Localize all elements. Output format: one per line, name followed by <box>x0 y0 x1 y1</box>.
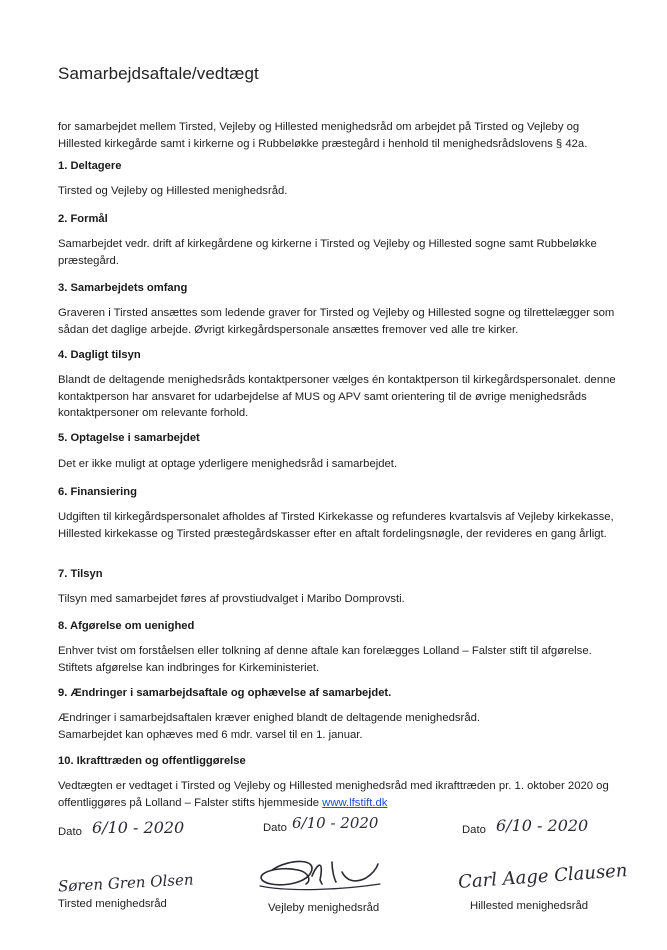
section-9-line-2: Samarbejdet kan ophæves med 6 mdr. varsel til en 1. januar. <box>58 728 363 741</box>
dato-label-hillested: Dato <box>462 824 486 836</box>
dato-label-vejleby: Dato <box>263 822 287 834</box>
section-3-heading: 3. Samarbejdets omfang <box>58 282 188 294</box>
section-6-heading: 6. Finansiering <box>58 486 137 498</box>
section-10-body <box>58 778 618 811</box>
section-5-heading: 5. Optagelse i samarbejdet <box>58 432 200 444</box>
section-7-body: Tilsyn med samarbejdet føres af provstiudvalget i Maribo Domprovsti. <box>58 593 405 605</box>
section-8-heading: 8. Afgørelse om uenighed <box>58 620 195 632</box>
section-2-heading: 2. Formål <box>58 213 108 225</box>
section-8-body: Enhver tvist om forståelsen eller tolkning af denne aftale kan forelægges Lolland – Falster stift til afgørelse. Stiftets afgørelse kan indbringes for Kirkeministeriet. <box>58 645 592 674</box>
org-hillested: Hillested menighedsråd <box>470 900 589 912</box>
section-9-line-1: Ændringer i samarbejdsaftalen kræver enighed blandt de deltagende menighedsråd. <box>58 712 481 724</box>
signature-vejleby <box>250 850 390 900</box>
section-7-heading: 7. Tilsyn <box>58 568 103 580</box>
signature-tirsted: Søren Gren Olsen <box>57 870 194 896</box>
date-handwritten-hillested: 6/10 - 2020 <box>496 816 589 835</box>
section-1-body: Tirsted og Vejleby og Hillested menighedsråd. <box>58 185 288 197</box>
date-handwritten-tirsted: 6/10 - 2020 <box>92 818 185 837</box>
org-tirsted: Tirsted menighedsråd <box>58 898 167 910</box>
section-9-body <box>58 710 618 743</box>
date-handwritten-vejleby: 6/10 - 2020 <box>292 814 379 832</box>
section-1-heading: 1. Deltagere <box>58 160 122 172</box>
section-10-heading: 10. Ikrafttræden og offentliggørelse <box>58 755 246 767</box>
section-6-body: Udgiften til kirkegårdspersonalet afholdes af Tirsted Kirkekasse og refunderes kvartalsvis af Vejleby kirkekasse, Hillested kirkekasse og Tirsted præstegårdskasser efter en aftalt fordelingsnøgle, der revideres en gang årligt. <box>58 511 614 540</box>
dato-label-tirsted: Dato <box>58 826 82 838</box>
org-vejleby: Vejleby menighedsråd <box>268 902 380 914</box>
signature-hillested: Carl Aage Clausen <box>457 860 629 893</box>
document-title: Samarbejdsaftale/vedtægt <box>58 64 259 83</box>
section-4-body: Blandt de deltagende menighedsråds kontaktpersoner vælges én kontaktperson til kirkegårdspersonalet. denne kontaktperson har ansvaret for udarbejdelse af MUS og APV samt orientering til de øvrige menighedsråds kontaktpersoner om relevante forhold. <box>58 374 616 419</box>
section-3-body: Graveren i Tirsted ansættes som ledende graver for Tirsted og Vejleby og Hillested sogne og tilrettelægger som sådan det daglige arbejde. Øvrigt kirkegårdspersonale ansættes fremover ved alle tre kirker. <box>58 307 615 336</box>
section-2-body: Samarbejdet vedr. drift af kirkegårdene og kirkerne i Tirsted og Vejleby og Hillested sogne samt Rubbeløkke præstegård. <box>58 238 597 267</box>
section-10-text: Vedtægten er vedtaget i Tirsted og Vejleby og Hillested menighedsråd med ikrafttræden pr. 1. oktober 2020 og offentliggøres på Lolland – Falster stifts hjemmeside <box>58 780 609 809</box>
section-4-heading: 4. Dagligt tilsyn <box>58 349 141 361</box>
section-9-heading: 9. Ændringer i samarbejdsaftale og ophævelse af samarbejdet. <box>58 687 392 699</box>
intro-paragraph: for samarbejdet mellem Tirsted, Vejleby og Hillested menighedsråd om arbejdet på Tirsted og Vejleby og Hillested kirkegårde samt i kirkerne og i Rubbeløkke præstegård i henhold til menighedsrådslovens § 42a. <box>58 121 588 150</box>
stift-website-link[interactable]: www.lfstift.dk <box>322 796 388 809</box>
section-5-body: Det er ikke muligt at optage yderligere menighedsråd i samarbejdet. <box>58 458 398 470</box>
